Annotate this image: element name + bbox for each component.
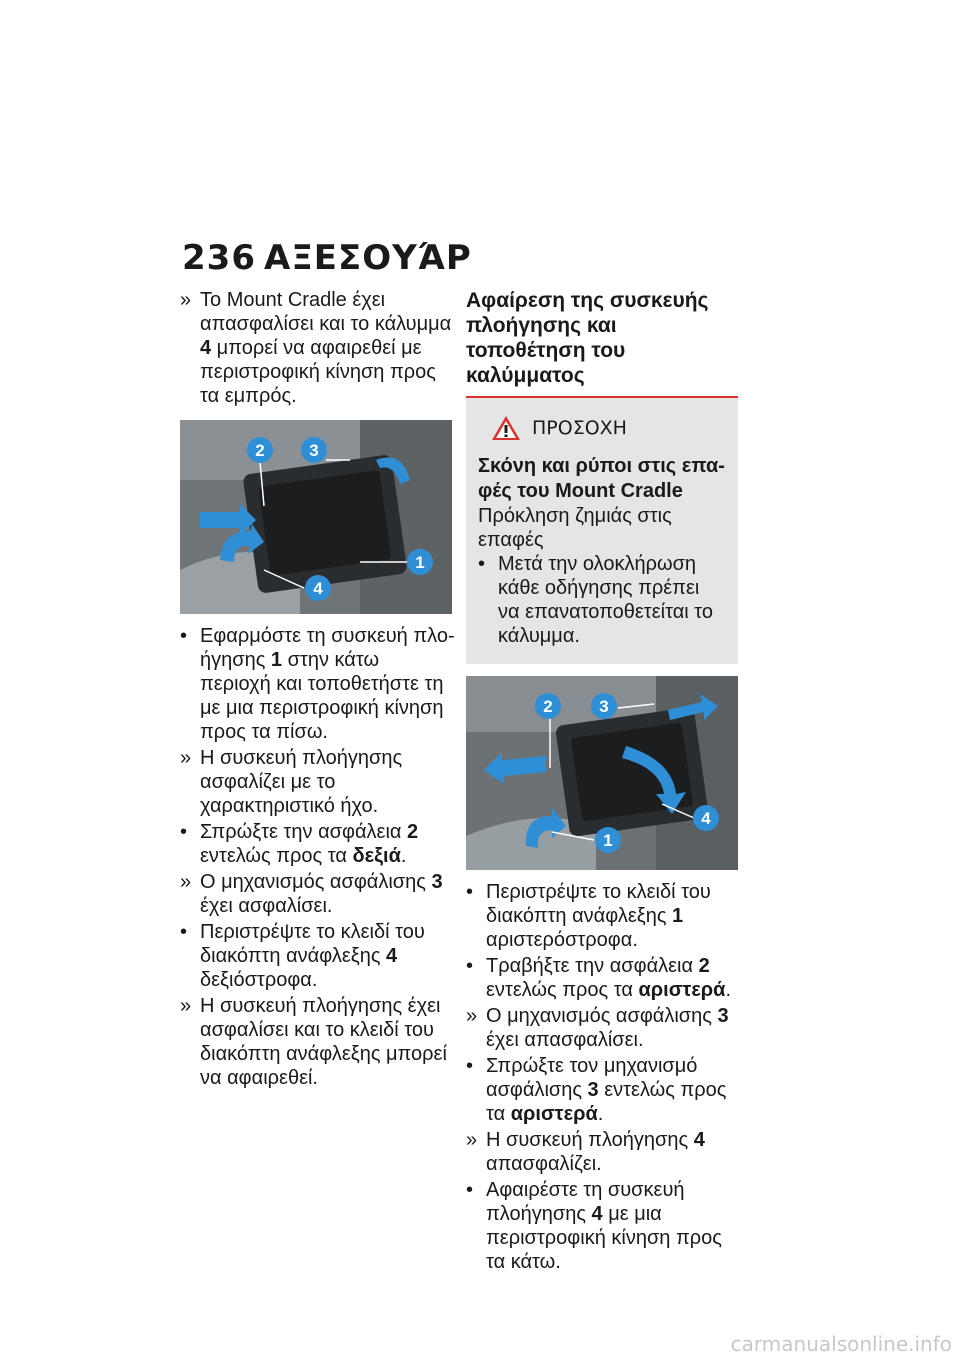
callout-1	[407, 549, 433, 575]
right-column	[466, 288, 738, 1276]
left-column	[180, 288, 455, 1092]
page-number: 236	[182, 238, 256, 278]
callout-1	[595, 827, 621, 853]
callout-2	[535, 693, 561, 719]
caution-label: ΠΡΟΣΟΧΗ	[532, 417, 627, 439]
caution-box	[466, 398, 738, 664]
removal-figure	[466, 676, 738, 870]
removal-illustration	[466, 676, 738, 870]
page-header	[182, 238, 472, 278]
right-step: • Τραβήξτε την ασφάλεια 2 εντελώς προς τα αριστερά.	[466, 955, 732, 1001]
callout-2	[247, 437, 273, 463]
svg-text:3: 3	[309, 441, 319, 460]
left-step: • Σπρώξτε την ασφάλεια 2 εντελώς προς τα δεξιά.	[180, 821, 419, 867]
right-step: » Ο μηχανισμός ασφάλισης 3 έχει απασφαλίσει.	[466, 1005, 729, 1051]
svg-text:4: 4	[313, 579, 323, 598]
callout-4	[693, 805, 719, 831]
caution-title: Σκόνη και ρύποι στις επαφές του Mount Cradle	[478, 455, 725, 502]
left-step: » Η συσκευή πλοήγησης έχει ασφαλίσει και το κλειδί του διακόπτη ανάφλεξης μπορεί να αφαιρεθεί.	[180, 995, 447, 1089]
warning-triangle-icon	[490, 414, 522, 442]
intro-result: » Το Mount Cradle έχει απασφαλίσει και το κάλυμμα 4 μπορεί να αφαιρεθεί με περιστροφική κίνηση προς τα εμπρός.	[180, 289, 452, 407]
svg-text:1: 1	[415, 553, 425, 572]
svg-text:4: 4	[701, 809, 711, 828]
svg-text:3: 3	[599, 697, 609, 716]
watermark: carmanualsonline.info	[730, 1332, 952, 1356]
callout-3	[301, 437, 327, 463]
left-steps	[180, 624, 455, 1090]
callout-4	[305, 575, 331, 601]
section-title: Αφαίρεση της συσκευής πλοήγησης και τοποθέτηση του καλύμματος	[466, 289, 709, 387]
svg-text:1: 1	[603, 831, 613, 850]
install-figure	[180, 420, 452, 614]
left-step: » Ο μηχανισμός ασφάλισης 3 έχει ασφαλίσει.	[180, 871, 443, 917]
svg-text:2: 2	[255, 441, 265, 460]
install-illustration	[180, 420, 452, 614]
caution-header	[490, 414, 726, 442]
callout-3	[591, 693, 617, 719]
svg-text:2: 2	[543, 697, 553, 716]
chapter-title: ΑΞΕΣΟΥΆΡ	[264, 238, 472, 278]
caution-subtitle: Πρόκληση ζημιάς στις επαφές	[478, 505, 672, 551]
right-step: • Αφαιρέστε τη συσκευή πλοήγησης 4 με μια περιστροφική κίνηση προς τα κάτω.	[466, 1179, 722, 1273]
caution-bullet: • Μετά την ολοκλήρωση κάθε οδήγησης πρέπει να επανατοποθετείται το κάλυμμα.	[478, 553, 713, 647]
left-step: » Η συσκευή πλοήγησης ασφαλίζει με το χαρακτηριστικό ήχο.	[180, 747, 403, 817]
right-step: • Περιστρέψτε το κλειδί του διακόπτη ανάφλεξης 1 αριστερόστροφα.	[466, 881, 711, 951]
left-step: • Περιστρέψτε το κλειδί του διακόπτη ανάφλεξης 4 δεξιόστροφα.	[180, 921, 425, 991]
left-step: • Εφαρμόστε τη συσκευή πλοήγησης 1 στην κάτω περιοχή και τοποθετήστε τη με μια περιστροφική κίνηση προς τα πίσω.	[180, 625, 455, 743]
result-marker: »	[180, 289, 192, 311]
right-step: • Σπρώξτε τον μηχανισμό ασφάλισης 3 εντελώς προς τα αριστερά.	[466, 1055, 727, 1125]
right-steps	[466, 880, 738, 1274]
right-step: » Η συσκευή πλοήγησης 4 απασφαλίζει.	[466, 1129, 705, 1175]
